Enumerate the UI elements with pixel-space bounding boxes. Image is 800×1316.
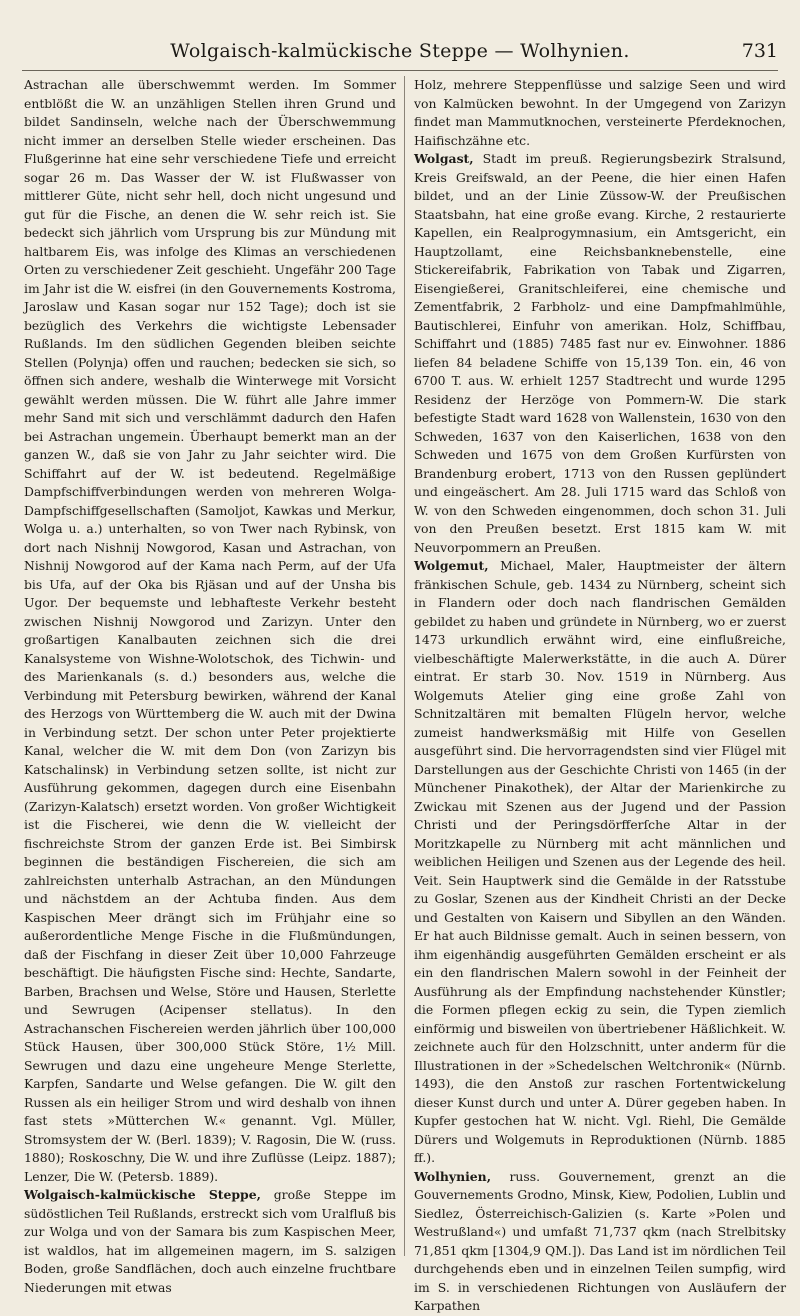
headword: Wolgemut, xyxy=(414,558,489,573)
left-column xyxy=(24,76,397,1295)
headword: Wolgast, xyxy=(414,151,474,166)
running-title: Wolgaisch-kalmückische Steppe — Wolhynien. xyxy=(170,40,630,62)
entry-text: Michael, Maler, Hauptmeister der ältern fränkischen Schule, geb. 1434 zu Nürnberg, scheint sich in Flandern oder doch nach flandrischen Gemälden gebildet zu haben und gründete in Nürnberg, wo er zuerst 1473 urkundlich erwähnt wird, eine einflußreiche, vielbeschäftigte Malerwerkstätte, in die auch A. Dürer eintrat. Er starb 30. Nov. 1519 in Nürnberg. Aus Wolgemuts Atelier ging eine große Zahl von Schnitzaltären mit bemalten Flügeln hervor, welche zumeist handwerksmäßig mit Hilfe von Gesellen ausgeführt sind. Die hervorragendsten sind vier Flügel mit Darstellungen aus der Geschichte Christi von 1465 (in der Münchener Pinakothek), der Altar der Marienkirche zu Zwickau mit Szenen aus der Jugend und der Passion Christi und der Peringsdörfferſche Altar in der Moritzkapelle zu Nürnberg mit acht männlichen und weiblichen Heiligen und Szenen aus der Legende des heil. Veit. Sein Hauptwerk sind die Gemälde in der Ratsstube zu Goslar, Szenen aus der Kindheit Christi an der Decke und Gestalten von Kaisern und Sibyllen an den Wänden. Er hat auch Bildnisse gemalt. Auch in seinen bessern, von ihm eigenhändig ausgeführten Gemälden erscheint er als ein den flandrischen Malern sowohl in der Feinheit der Ausführung als der Empfindung nachstehender Künstler; die Formen pflegen eckig zu sein, die Typen ziemlich einförmig und bisweilen von übertriebener Häßlichkeit. W. zeichnete auch für den Holzschnitt, unter anderm für die Illustrationen in der »Schedelschen Weltchronik« (Nürnb. 1493), die den Anstoß zur raschen Fortentwickelung dieser Kunst durch und unter A. Dürer gegeben haben. In Kupfer gestochen hat W. nicht. Vgl. Riehl, Die Gemälde Dürers und Wolgemuts in Reproduktionen (Nürnb. 1885 ff.). xyxy=(414,558,786,1165)
headword: Wolgaisch-kalmückische Steppe, xyxy=(24,1187,261,1202)
column-divider xyxy=(404,76,405,1256)
entry-wolgaisch-kalmueckische-steppe xyxy=(24,1186,396,1297)
entry-text: russ. Gouvernement, grenzt an die Gouvernements Grodno, Minsk, Kiew, Podolien, Lublin und Siedlez, Österreichisch-Galizien (s. Karte »Polen und Westrußland«) und umfaßt 71,737 qkm (nach Strelbitsky 71,851 qkm [1304,9 QM.]). Das Land ist im nördlichen Teil durchgehends eben und in einzelnen Teilen sumpfig, wird im S. in verschiedenen Richtungen von Ausläufern der Karpathen xyxy=(414,1168,786,1313)
entry-wolga-continuation: Astrachan alle überschwemmt werden. Im Sommer entblößt die W. an unzähligen Stellen ihren Grund und bildet Sandinseln, welche nach der Überschwemmung nicht immer an derselben Stelle wieder erscheinen. Das Flußgerinne hat eine sehr verschiedene Tiefe und erreicht sogar 26 m. Das Wasser der W. ist Flußwasser von mittlerer Güte, nicht sehr hell, doch nicht ungesund und gut für die Fische, an denen die W. sehr reich ist. Sie bedeckt sich jährlich vom Ursprung bis zur Mündung mit haltbarem Eis, was infolge des Klimas an verschiedenen Orten zu verschiedener Zeit geschieht. Ungefähr 200 Tage im Jahr ist die W. eisfrei (in den Gouvernements Kostroma, Jaroslaw und Kasan sogar nur 152 Tage); doch ist sie bezüglich des Verkehrs die wichtigste Lebensader Rußlands. Im den südlichen Gegenden bleiben seichte Stellen (Polynja) offen und rauchen; bedecken sie sich, so öffnen sich andere, weshalb die Winterwege mit Vorsicht gewählt werden müssen. Die W. führt alle Jahre immer mehr Sand mit sich und verschlämmt dadurch den Hafen bei Astrachan ungemein. Überhaupt bemerkt man an der ganzen W., daß sie von Jahr zu Jahr seichter wird. Die Schiffahrt auf der W. ist bedeutend. Regelmäßige Dampfschiffverbindungen werden von mehreren Wolga-Dampfschiffgesellschaften (Samoljot, Kawkas und Merkur, Wolga u. a.) unterhalten, so von Twer nach Rybinsk, von dort nach Nishnij Nowgorod, Kasan und Astrachan, von Nishnij Nowgorod auf der Kama nach Perm, auf der Ufa bis Ufa, auf der Oka bis Rjäsan und auf der Unsha bis Ugor. Der bequemste und lebhafteste Verkehr besteht zwischen Nishnij Nowgorod und Zarizyn. Unter den großartigen Kanalbauten zeichnen sich die drei Kanalsysteme von Wishne-Wolotschok, des Tichwin- und des Marienkanals (s. d.) besonders aus, welche die Verbindung mit Petersburg bewirken, während der Kanal des Herzogs von Württemberg die W. auch mit der Dwina in Verbindung setzt. Der schon unter Peter projektierte Kanal, welcher die W. mit dem Don (von Zarizyn bis Katschalinsk) in Verbindung setzen sollte, ist nicht zur Ausführung gekommen, dagegen durch eine Eisenbahn (Zarizyn-Kalatsch) ersetzt worden. Von großer Wichtigkeit ist die Fischerei, wie denn die W. vielleicht der fischreichste Strom der ganzen Erde ist. Bei Simbirsk beginnen die beständigen Fischereien, die sich am zahlreichsten unterhalb Astrachan, an den Mündungen und nächstdem an der Achtuba finden. Aus dem Kaspischen Meer drängt sich im Frühjahr eine so außerordentliche Menge Fische in die Flußmündungen, daß der Fischfang in dieser Zeit über 10,000 Fahrzeuge beschäftigt. Die häufigsten Fische sind: Hechte, Sandarte, Barben, Brachsen und Welse, Störe und Hausen, Sterlette und Sewrugen (Acipenser stellatus). In den Astrachanschen Fischereien werden jährlich über 100,000 Stück Hausen, über 300,000 Stück Störe, 1½ Mill. Sewrugen und dazu eine ungeheure Menge Sterlette, Karpfen, Sandarte und Welse gefangen. Die W. gilt den Russen als ein heiliger Strom und wird deshalb von ihnen fast stets »Mütterchen W.« genannt. Vgl. Müller, Stromsystem der W. (Berl. 1839); V. Ragosin, Die W. (russ. 1880); Roskoschny, Die W. und ihre Zuflüsse (Leipz. 1887); Lenzer, Die W. (Petersb. 1889). xyxy=(24,77,396,1184)
right-column xyxy=(414,76,786,1313)
page-number: 731 xyxy=(741,40,778,62)
headword: Wolhynien, xyxy=(414,1168,492,1184)
entry-wolhynien xyxy=(414,1168,786,1316)
entry-text: Stadt im preuß. Regierungsbezirk Stralsund, Kreis Greifswald, an der Peene, die hier einen Hafen bildet, und an der Linie Züssow-W. der Preußischen Staatsbahn, hat eine große evang. Kirche, 2 restaurierte Kapellen, ein Realprogymnasium, ein Amtsgericht, ein Hauptzollamt, eine Reichsbanknebenstelle, eine Stickereifabrik, Fabrikation von Tabak und Zigarren, Eisengießerei, Granitschleiferei, eine chemische und Zementfabrik, 2 Farbholz- und eine Dampfmahlmühle, Bautischlerei, Einfuhr von amerikan. Holz, Schiffbau, Schiffahrt und (1885) 7485 fast nur ev. Einwohner. 1886 liefen 84 beladene Schiffe von 15,139 Ton. ein, 46 von 6700 T. aus. W. erhielt 1257 Stadtrecht und wurde 1295 Residenz der Herzöge von Pommern-W. Die stark befestigte Stadt ward 1628 von Wallenstein, 1630 von den Schweden, 1637 von den Kaiserlichen, 1638 von den Schweden und 1675 von dem Großen Kurfürsten von Brandenburg erobert, 1713 von den Russen geplündert und eingeäschert. Am 28. Juli 1715 ward das Schloß von W. von den Schweden eingenommen, doch schon 31. Juli von den Preußen besetzt. Erst 1815 kam W. mit Neuvorpommern an Preußen. xyxy=(414,151,786,555)
entry-steppe-continuation: Holz, mehrere Steppenflüsse und salzige Seen und wird von Kalmücken bewohnt. In der Umgegend von Zarizyn findet man Mammutknochen, versteinerte Pferdeknochen, Haifischzähne etc. xyxy=(414,77,786,148)
page-header xyxy=(22,38,778,71)
entry-wolgast xyxy=(414,150,786,557)
entry-text: große Steppe im südöstlichen Teil Rußlands, erstreckt sich vom Uralfluß bis zur Wolga und von der Samara bis zum Kaspischen Meer, ist waldlos, hat im allgemeinen magern, im S. salzigen Boden, große Sandflächen, doch auch einzelne fruchtbare Niederungen mit etwas xyxy=(24,1187,397,1295)
entry-wolgemut xyxy=(414,557,786,1168)
